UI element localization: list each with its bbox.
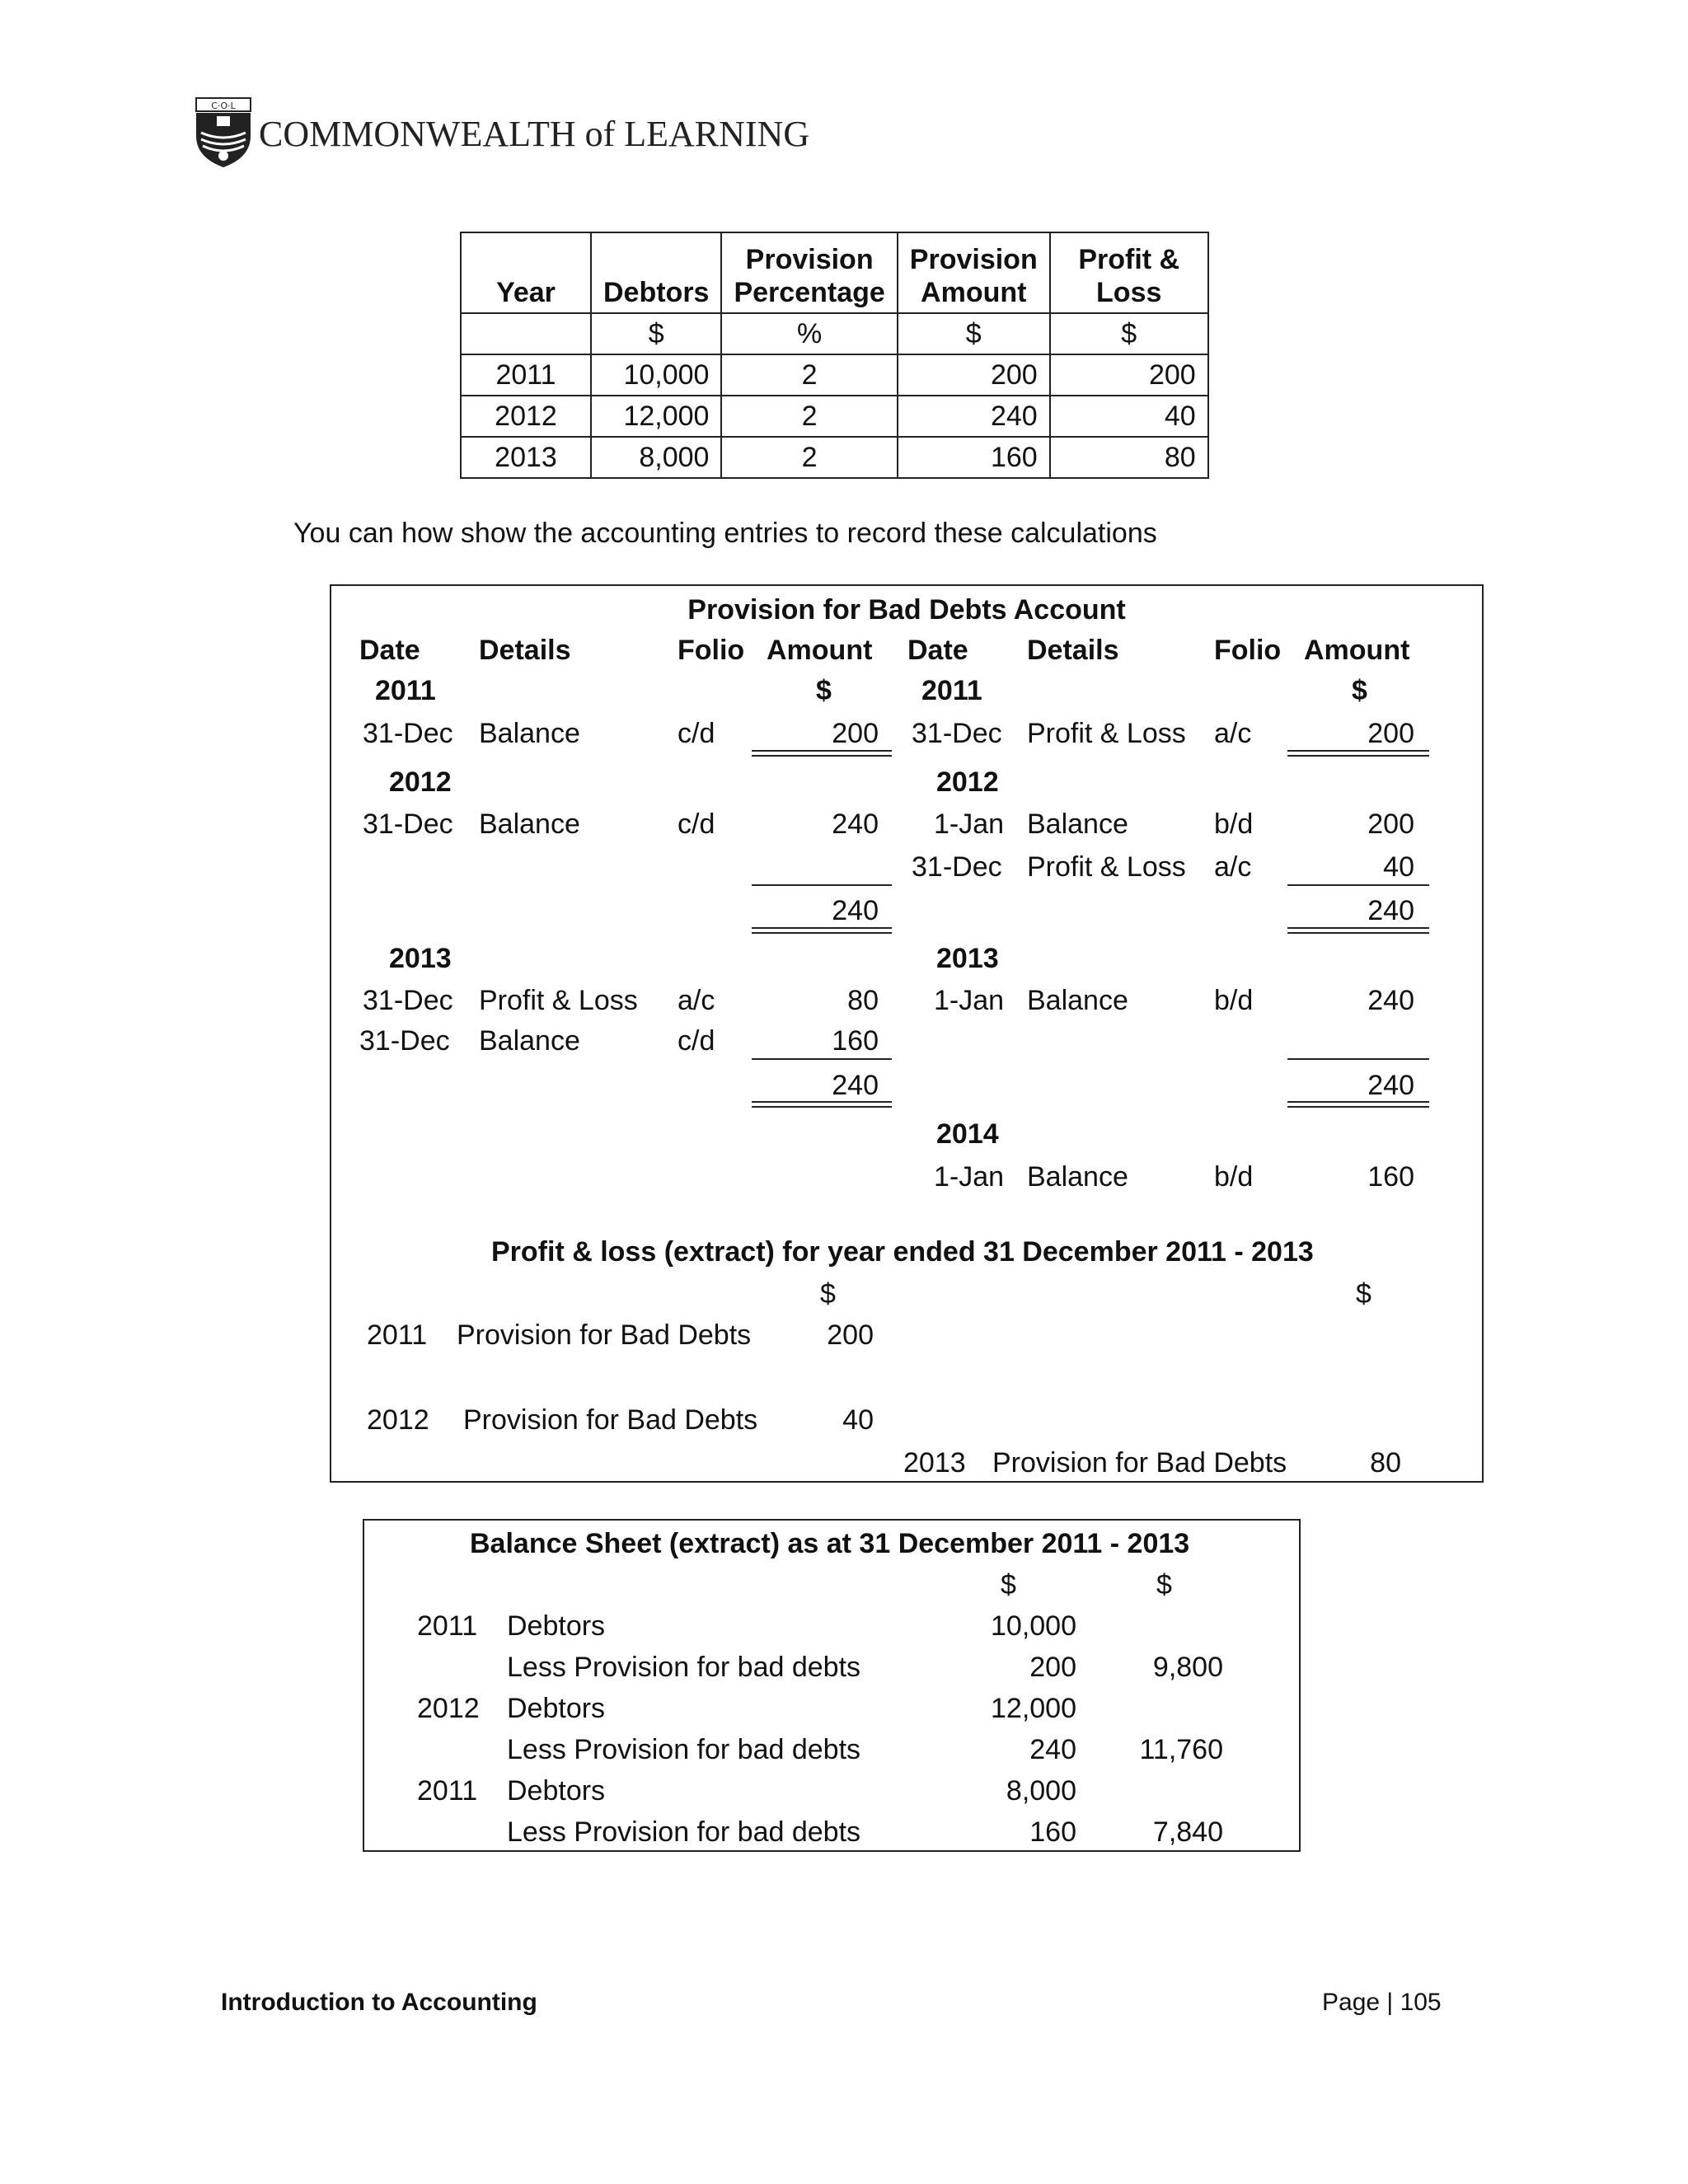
debit-folio: c/d	[678, 808, 715, 840]
table-row	[461, 354, 1208, 396]
bs-amount: 160	[1029, 1816, 1076, 1848]
single-rule	[1287, 884, 1429, 886]
credit-details: Balance	[1027, 808, 1128, 840]
table-row	[461, 437, 1208, 478]
credit-date: 1-Jan	[934, 985, 1005, 1016]
header-profit-loss: Profit & Loss	[1050, 232, 1208, 313]
table-header-row	[461, 232, 1208, 313]
debit-year: 2012	[389, 766, 452, 798]
pl-amount: 200	[827, 1319, 874, 1351]
credit-year: 2013	[936, 943, 999, 974]
bs-currency: $	[1156, 1569, 1172, 1601]
bs-net: 11,760	[1139, 1734, 1223, 1765]
credit-folio: a/c	[1214, 718, 1252, 749]
credit-folio: b/d	[1214, 808, 1254, 840]
debit-details: Balance	[479, 1025, 580, 1057]
debit-amount: 80	[847, 985, 879, 1016]
shield-icon	[195, 96, 252, 169]
cell-year: 2011	[461, 354, 591, 396]
single-rule	[752, 884, 892, 886]
credit-amount: 240	[1367, 985, 1414, 1016]
debit-date: 31-Dec	[363, 985, 453, 1016]
cell-percentage: 2	[721, 396, 897, 437]
credit-amount: 40	[1383, 851, 1414, 883]
pl-label: Provision for Bad Debts	[992, 1447, 1287, 1479]
page-label: Page	[1322, 1989, 1381, 2016]
credit-folio: b/d	[1214, 1161, 1254, 1193]
debit-total: 240	[832, 1070, 879, 1101]
units-row	[461, 313, 1208, 354]
credit-year: 2012	[936, 766, 999, 798]
debit-year: 2013	[389, 943, 452, 974]
debit-folio-header: Folio	[678, 635, 745, 666]
pl-currency: $	[820, 1278, 836, 1310]
credit-folio-header: Folio	[1214, 635, 1282, 666]
credit-date: 31-Dec	[912, 851, 1002, 883]
debit-details-header: Details	[479, 635, 571, 666]
unit-cell: $	[1050, 313, 1208, 354]
page-number-block	[1322, 1986, 1442, 2019]
cell-provision: 160	[898, 437, 1050, 478]
bs-amount: 240	[1029, 1734, 1076, 1765]
cell-pl: 40	[1050, 396, 1208, 437]
single-rule	[752, 1058, 892, 1060]
credit-currency: $	[1352, 675, 1367, 706]
bs-label: Debtors	[507, 1610, 606, 1642]
cell-year: 2013	[461, 437, 591, 478]
credit-details: Balance	[1027, 1161, 1128, 1193]
header-provision-percentage: Provision Percentage	[721, 232, 897, 313]
intro-text: You can how show the accounting entries to record these calculations	[293, 518, 1157, 549]
page-separator: |	[1386, 1989, 1400, 2016]
debit-folio: c/d	[678, 1025, 715, 1057]
bs-label: Less Provision for bad debts	[507, 1734, 861, 1765]
debit-total: 240	[832, 895, 879, 926]
cell-provision: 200	[898, 354, 1050, 396]
unit-cell: $	[898, 313, 1050, 354]
bs-net: 7,840	[1152, 1816, 1223, 1848]
credit-details-header: Details	[1027, 635, 1119, 666]
debit-details: Balance	[479, 808, 580, 840]
debit-date-header: Date	[359, 635, 420, 666]
debit-amount-header: Amount	[767, 635, 873, 666]
bs-year: 2012	[417, 1693, 480, 1724]
cell-year: 2012	[461, 396, 591, 437]
debit-amount: 240	[832, 808, 879, 840]
page-number: 105	[1400, 1989, 1442, 2016]
pl-year: 2012	[367, 1404, 429, 1436]
pl-label: Provision for Bad Debts	[457, 1319, 752, 1351]
credit-details: Profit & Loss	[1027, 851, 1186, 883]
pl-currency: $	[1356, 1278, 1372, 1310]
header-provision-amount: Provision Amount	[898, 232, 1050, 313]
provision-calculation-table	[460, 232, 1209, 479]
double-rule	[1287, 750, 1429, 757]
double-rule	[752, 1101, 892, 1108]
credit-date: 1-Jan	[934, 808, 1005, 840]
credit-amount-header: Amount	[1304, 635, 1410, 666]
bs-amount: 10,000	[991, 1610, 1076, 1642]
cell-debtors: 12,000	[591, 396, 721, 437]
ledger-title: Provision for Bad Debts Account	[687, 594, 1126, 626]
bs-amount: 12,000	[991, 1693, 1076, 1724]
bs-label: Debtors	[507, 1775, 606, 1807]
unit-cell: $	[591, 313, 721, 354]
credit-details: Balance	[1027, 985, 1128, 1016]
bs-amount: 200	[1029, 1652, 1076, 1683]
unit-cell	[461, 313, 591, 354]
credit-amount: 160	[1367, 1161, 1414, 1193]
credit-year: 2011	[921, 675, 982, 706]
credit-folio: a/c	[1214, 851, 1252, 883]
unit-cell: %	[721, 313, 897, 354]
debit-date: 31-Dec	[363, 718, 453, 749]
bs-year: 2011	[417, 1775, 478, 1807]
debit-date: 31-Dec	[359, 1025, 450, 1057]
bs-amount: 8,000	[1006, 1775, 1076, 1807]
bs-currency: $	[1001, 1569, 1016, 1601]
header-year: Year	[461, 232, 591, 313]
double-rule	[752, 750, 892, 757]
debit-currency: $	[816, 675, 832, 706]
debit-details: Profit & Loss	[479, 985, 638, 1016]
debit-year: 2011	[375, 675, 436, 706]
cell-debtors: 8,000	[591, 437, 721, 478]
pl-amount: 40	[842, 1404, 874, 1436]
credit-amount: 200	[1367, 718, 1414, 749]
pl-extract-title: Profit & loss (extract) for year ended 31 December 2011 - 2013	[491, 1236, 1314, 1268]
debit-amount: 200	[832, 718, 879, 749]
bs-label: Less Provision for bad debts	[507, 1816, 861, 1848]
header-debtors: Debtors	[591, 232, 721, 313]
balance-sheet-title: Balance Sheet (extract) as at 31 December 2011 - 2013	[470, 1528, 1190, 1559]
pl-year: 2011	[367, 1319, 428, 1351]
single-rule	[1287, 1058, 1429, 1060]
bs-net: 9,800	[1152, 1652, 1223, 1683]
debit-details: Balance	[479, 718, 580, 749]
double-rule	[1287, 927, 1429, 934]
table-row	[461, 396, 1208, 437]
pl-amount: 80	[1370, 1447, 1401, 1479]
bs-label: Debtors	[507, 1693, 606, 1724]
debit-amount: 160	[832, 1025, 879, 1057]
cell-pl: 200	[1050, 354, 1208, 396]
logo-text: C·O·L	[211, 101, 236, 111]
cell-provision: 240	[898, 396, 1050, 437]
org-name: COMMONWEALTH of LEARNING	[259, 114, 810, 154]
debit-folio: c/d	[678, 718, 715, 749]
credit-total: 240	[1367, 895, 1414, 926]
credit-year: 2014	[936, 1118, 999, 1150]
credit-date-header: Date	[907, 635, 968, 666]
pl-year: 2013	[903, 1447, 966, 1479]
double-rule	[752, 927, 892, 934]
credit-date: 1-Jan	[934, 1161, 1005, 1193]
debit-date: 31-Dec	[363, 808, 453, 840]
footer-title: Introduction to Accounting	[221, 1989, 537, 2016]
credit-amount: 200	[1367, 808, 1414, 840]
cell-debtors: 10,000	[591, 354, 721, 396]
double-rule	[1287, 1101, 1429, 1108]
pl-label: Provision for Bad Debts	[463, 1404, 758, 1436]
credit-total: 240	[1367, 1070, 1414, 1101]
credit-folio: b/d	[1214, 985, 1254, 1016]
cell-pl: 80	[1050, 437, 1208, 478]
col-logo	[195, 96, 854, 171]
cell-percentage: 2	[721, 354, 897, 396]
bs-label: Less Provision for bad debts	[507, 1652, 861, 1683]
bs-year: 2011	[417, 1610, 478, 1642]
credit-date: 31-Dec	[912, 718, 1002, 749]
credit-details: Profit & Loss	[1027, 718, 1186, 749]
debit-folio: a/c	[678, 985, 715, 1016]
cell-percentage: 2	[721, 437, 897, 478]
